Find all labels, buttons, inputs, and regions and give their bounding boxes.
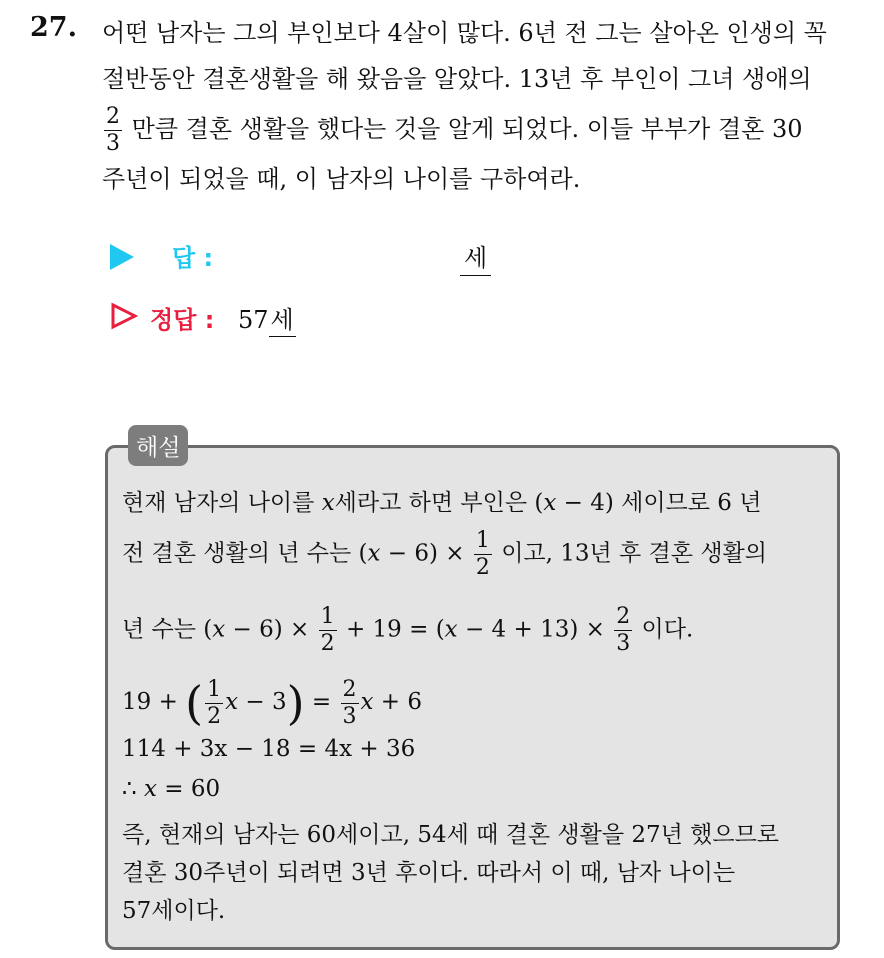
solution-text: + 6 <box>373 689 423 715</box>
solution-text: 19 + <box>122 689 178 715</box>
solution-text: − 4) 세이므로 6 년 <box>556 490 762 516</box>
fraction-denominator: 2 <box>207 703 222 729</box>
solution-text: 이고, 13년 후 결혼 생활의 <box>493 540 767 567</box>
solution-line-4 <box>122 676 422 730</box>
solution-line-3 <box>122 606 693 655</box>
answer-label: 답 : <box>172 244 214 272</box>
play-triangle-icon <box>110 244 134 270</box>
problem-number: 27. <box>30 12 77 43</box>
solution-text: 이다. <box>634 616 694 643</box>
solution-tag: 해설 <box>128 425 188 466</box>
solution-text: − 3 <box>238 689 287 715</box>
fraction <box>319 606 337 655</box>
fraction-numerator: 1 <box>475 528 490 553</box>
fraction <box>474 530 492 579</box>
therefore-symbol: ∴ <box>122 776 144 802</box>
solution-text: − 4 + 13) × <box>457 616 605 643</box>
solution-line-8: 결혼 30주년이 되려면 3년 후이다. 따라서 이 때, 남자 나이는 <box>122 860 736 886</box>
left-paren: ( <box>185 676 204 730</box>
variable-x: x <box>367 540 381 567</box>
fraction <box>614 606 632 655</box>
variable-x: x <box>212 616 226 643</box>
problem-line-2: 절반동안 결혼생활을 해 왔음을 알았다. 13년 후 부인이 그녀 생애의 <box>102 65 812 93</box>
solution-line-5: 114 + 3x − 18 = 4x + 36 <box>122 736 416 762</box>
variable-x: x <box>360 689 374 715</box>
correct-answer-row <box>110 300 610 336</box>
problem-line-3-text: 만큼 결혼 생활을 했다는 것을 알게 되었다. 이들 부부가 결혼 30 <box>131 115 803 143</box>
fraction-numerator: 1 <box>320 604 335 629</box>
solution-line-9: 57세이다. <box>122 898 226 924</box>
correct-answer-number: 57 <box>238 306 269 334</box>
fraction-two-thirds <box>104 106 122 155</box>
solution-text: 세라고 하면 부인은 ( <box>334 490 544 516</box>
problem-line-4: 주년이 되었을 때, 이 남자의 나이를 구하여라. <box>102 165 581 193</box>
fraction <box>205 676 223 729</box>
right-paren: ) <box>286 676 305 730</box>
variable-x: x <box>444 616 458 643</box>
problem-text <box>102 10 872 202</box>
solution-line-7: 즉, 현재의 남자는 60세이고, 54세 때 결혼 생활을 27년 했으므로 <box>122 822 780 848</box>
fraction-numerator: 1 <box>207 676 222 702</box>
fraction-denominator: 3 <box>616 631 631 656</box>
outline-triangle-icon <box>110 302 138 330</box>
solution-line-1 <box>122 484 761 517</box>
solution-text: 현재 남자의 나이를 <box>122 490 322 516</box>
fraction-denominator: 2 <box>475 555 490 580</box>
correct-answer-unit: 세 <box>269 306 296 337</box>
solution-text: = <box>304 689 332 715</box>
fraction-denominator: 3 <box>106 131 120 156</box>
correct-answer-label: 정답 : <box>150 306 215 334</box>
answer-blank-unit[interactable]: 세 <box>460 238 491 276</box>
variable-x: x <box>543 490 557 516</box>
problem-line-1: 어떤 남자는 그의 부인보다 4살이 많다. 6년 전 그는 살아온 인생의 꼭 <box>102 19 827 47</box>
solution-text: 전 결혼 생활의 년 수는 ( <box>122 540 368 567</box>
fraction-numerator: 2 <box>616 604 631 629</box>
answer-row <box>110 238 610 274</box>
fraction-denominator: 3 <box>342 703 357 729</box>
fraction-numerator: 2 <box>106 104 120 129</box>
problem-line-3 <box>102 102 872 156</box>
solution-text: = 60 <box>156 776 221 802</box>
fraction-numerator: 2 <box>342 676 357 702</box>
solution-text: − 6) × <box>380 540 465 567</box>
solution-text: − 6) × <box>225 616 310 643</box>
fraction-denominator: 2 <box>320 631 335 656</box>
solution-line-2 <box>122 530 767 579</box>
solution-text: 년 수는 ( <box>122 616 213 643</box>
variable-x: x <box>225 689 239 715</box>
variable-x: x <box>143 776 157 802</box>
correct-answer-value <box>238 300 296 335</box>
solution-text: + 19 = ( <box>338 616 445 643</box>
solution-line-6 <box>122 776 220 802</box>
variable-x: x <box>321 490 335 516</box>
fraction <box>341 676 359 729</box>
